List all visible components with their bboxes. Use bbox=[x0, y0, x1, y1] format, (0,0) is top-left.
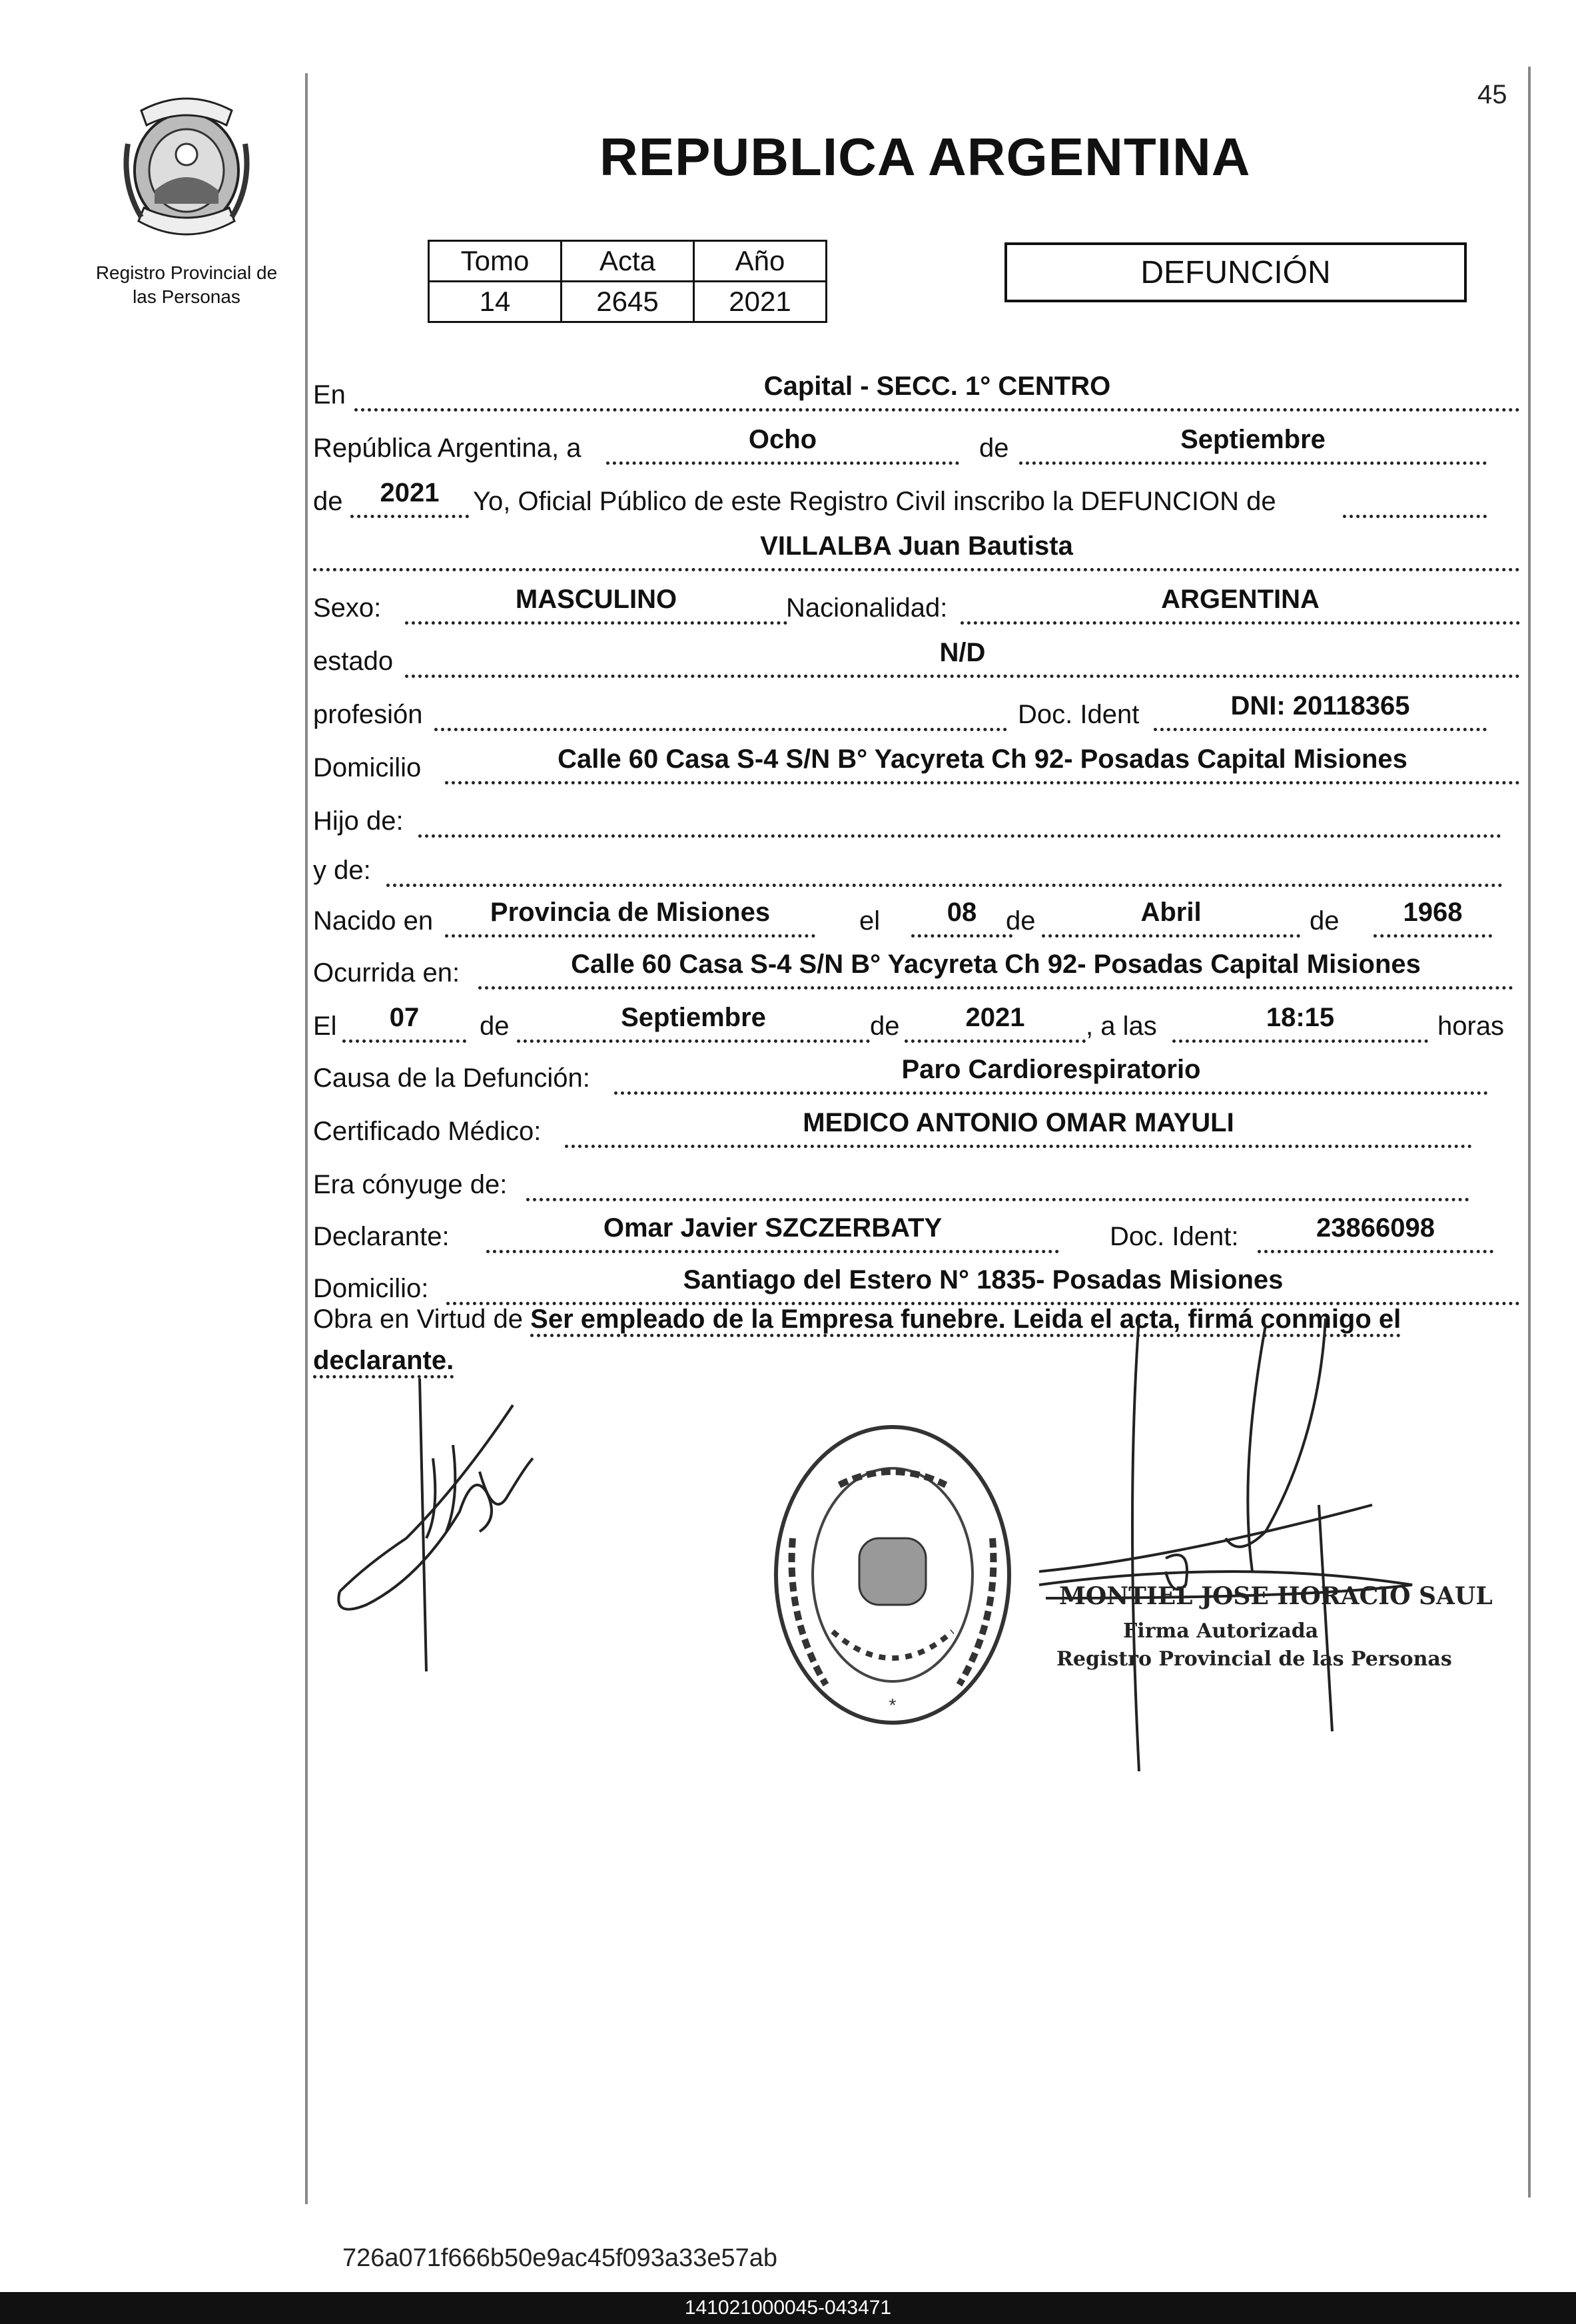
declarante-field bbox=[486, 1206, 1059, 1253]
province-seal-icon bbox=[115, 91, 258, 244]
official-office: Registro Provincial de las Personas bbox=[1056, 1647, 1452, 1671]
domicilio-label: Domicilio bbox=[313, 753, 422, 782]
row-sexo bbox=[313, 579, 1520, 629]
causa-label: Causa de la Defunción: bbox=[313, 1063, 590, 1093]
fallec-anio-field bbox=[905, 996, 1086, 1043]
domicilio2-label: Domicilio: bbox=[313, 1274, 429, 1303]
nombre-value: VILLALBA Juan Bautista bbox=[760, 531, 1073, 561]
page-title: REPUBLICA ARGENTINA bbox=[599, 127, 1251, 186]
nacido-anio-field bbox=[1374, 890, 1492, 938]
lugar-value: Capital - SECC. 1° CENTRO bbox=[763, 372, 1111, 401]
hora-value: 18:15 bbox=[1266, 1003, 1335, 1032]
row-ocurrida bbox=[313, 944, 1520, 994]
ocurrida-en-value: Calle 60 Casa S-4 S/N B° Yacyreta Ch 92- Posadas Capital Misiones bbox=[571, 950, 1421, 979]
a-las-label: , a las bbox=[1086, 1012, 1157, 1041]
row-anio bbox=[313, 473, 1520, 522]
row-fecha-defuncion bbox=[313, 998, 1520, 1047]
declarant-signature-icon bbox=[326, 1365, 546, 1671]
y-de-field bbox=[386, 840, 1503, 887]
de-label-3: de bbox=[1006, 906, 1036, 936]
estado-label: estado bbox=[313, 647, 394, 676]
profesion-label: profesión bbox=[313, 700, 423, 729]
lugar-field bbox=[354, 364, 1520, 412]
tomo-value: 14 bbox=[429, 282, 562, 322]
certificado-label: Certificado Médico: bbox=[313, 1117, 542, 1146]
official-role: Firma Autorizada bbox=[1123, 1619, 1319, 1643]
anio-field bbox=[350, 471, 469, 518]
causa-value: Paro Cardiorespiratorio bbox=[901, 1055, 1201, 1084]
row-lugar bbox=[313, 366, 1520, 416]
hijo-de-label: Hijo de: bbox=[313, 806, 404, 836]
mes-value: Septiembre bbox=[1180, 425, 1326, 454]
reference-table bbox=[428, 240, 827, 323]
row-fecha-acta bbox=[313, 420, 1520, 469]
fallec-dia-field bbox=[342, 996, 466, 1043]
nacido-en-label: Nacido en bbox=[313, 906, 434, 936]
row-hijo-de bbox=[313, 792, 1520, 842]
anio-value: 2021 bbox=[694, 282, 827, 322]
registry-name bbox=[80, 261, 293, 309]
el-label: El bbox=[313, 1012, 337, 1041]
estado-field bbox=[405, 631, 1520, 678]
svg-text:*: * bbox=[889, 1695, 897, 1715]
sexo-field bbox=[405, 577, 787, 625]
reference-header-row bbox=[429, 241, 827, 282]
declarante-label: Declarante: bbox=[313, 1222, 450, 1251]
tomo-header: Tomo bbox=[429, 241, 562, 282]
causa-field bbox=[614, 1047, 1488, 1095]
dia-field bbox=[606, 418, 959, 465]
sexo-label: Sexo: bbox=[313, 593, 382, 623]
nacido-mes-value: Abril bbox=[1140, 898, 1202, 927]
domicilio-field bbox=[445, 737, 1520, 784]
nacionalidad-label: Nacionalidad: bbox=[786, 593, 948, 623]
anio-header: Año bbox=[694, 241, 827, 282]
republica-label: República Argentina, a bbox=[313, 434, 582, 463]
obra-value: Ser empleado de la Empresa funebre. Leida el acta, firmá conmigo el declarante. bbox=[313, 1305, 1401, 1378]
right-margin-rule bbox=[1528, 67, 1531, 2197]
conyuge-label: Era cónyuge de: bbox=[313, 1170, 508, 1199]
domicilio-value: Calle 60 Casa S-4 S/N B° Yacyreta Ch 92- Posadas Capital Misiones bbox=[558, 744, 1407, 774]
row-y-de bbox=[313, 842, 1520, 891]
reference-value-row bbox=[429, 282, 827, 322]
nacido-anio-value: 1968 bbox=[1403, 898, 1463, 927]
conyuge-field bbox=[526, 1154, 1469, 1201]
nacido-en-field bbox=[445, 890, 815, 938]
certificado-field bbox=[565, 1101, 1472, 1148]
declarante-doc-field bbox=[1258, 1206, 1493, 1253]
document-hash: 726a071f666b50e9ac45f093a33e57ab bbox=[342, 2244, 777, 2272]
declarante-doc-value: 23866098 bbox=[1316, 1213, 1435, 1243]
acta-header: Acta bbox=[562, 241, 694, 282]
acta-value: 2645 bbox=[562, 282, 694, 322]
row-nacimiento bbox=[313, 892, 1520, 942]
el-label-nacido: el bbox=[859, 906, 881, 936]
de-label-6: de bbox=[870, 1012, 900, 1041]
yo-oficial-text: Yo, Oficial Público de este Registro Civil inscribo la DEFUNCION de bbox=[473, 487, 1276, 516]
fallec-dia-value: 07 bbox=[389, 1003, 420, 1032]
dia-value: Ocho bbox=[748, 425, 817, 454]
nombre-field bbox=[313, 524, 1520, 571]
de-label-2: de bbox=[313, 487, 343, 516]
fallec-mes-field bbox=[517, 996, 870, 1043]
footer-code-bar: 141021000045-043471 bbox=[0, 2292, 1576, 2324]
de-label-1: de bbox=[979, 434, 1009, 463]
fallec-anio-value: 2021 bbox=[965, 1003, 1025, 1032]
registry-name-line2: las Personas bbox=[133, 286, 240, 307]
declarante-value: Omar Javier SZCZERBATY bbox=[603, 1213, 943, 1243]
row-declarante bbox=[313, 1208, 1520, 1257]
obra-label: Obra en Virtud de bbox=[313, 1305, 524, 1334]
row-nombre bbox=[313, 526, 1520, 575]
nacido-dia-value: 08 bbox=[947, 898, 977, 927]
nacido-en-value: Provincia de Misiones bbox=[490, 898, 771, 927]
declarante-domicilio-value: Santiago del Estero N° 1835- Posadas Misiones bbox=[683, 1265, 1284, 1295]
y-de-label: y de: bbox=[313, 856, 371, 885]
doc-ident-field bbox=[1154, 684, 1487, 731]
nacionalidad-value: ARGENTINA bbox=[1161, 585, 1320, 614]
yo-oficial-trailing-field bbox=[1343, 471, 1487, 518]
page-number: 45 bbox=[1477, 80, 1507, 109]
row-domicilio bbox=[313, 739, 1520, 788]
hijo-de-field bbox=[418, 790, 1501, 838]
left-margin-rule bbox=[305, 73, 308, 2204]
de-label-5: de bbox=[480, 1012, 510, 1041]
official-signature-icon bbox=[1039, 1305, 1439, 1771]
de-label-4: de bbox=[1310, 906, 1340, 936]
doc-ident-label: Doc. Ident bbox=[1018, 700, 1140, 729]
row-causa bbox=[313, 1049, 1520, 1099]
nacionalidad-field bbox=[961, 577, 1520, 625]
ocurrida-en-label: Ocurrida en: bbox=[313, 958, 460, 988]
profesion-field bbox=[434, 684, 1007, 731]
row-profesion bbox=[313, 686, 1520, 735]
ocurrida-en-field bbox=[478, 942, 1513, 990]
registry-stamp-icon bbox=[766, 1418, 1019, 1731]
nacido-mes-field bbox=[1042, 890, 1300, 938]
doc-ident2-label: Doc. Ident: bbox=[1110, 1222, 1239, 1251]
estado-value: N/D bbox=[939, 638, 986, 667]
certificado-value: MEDICO ANTONIO OMAR MAYULI bbox=[803, 1108, 1234, 1137]
horas-label: horas bbox=[1437, 1012, 1505, 1041]
official-name: MONTIEL JOSE HORACIO SAUL bbox=[1059, 1582, 1493, 1610]
fallec-mes-value: Septiembre bbox=[621, 1003, 766, 1032]
row-certificado bbox=[313, 1103, 1520, 1152]
hora-field bbox=[1172, 996, 1428, 1043]
anio-value: 2021 bbox=[380, 478, 440, 507]
document-type-box: DEFUNCIÓN bbox=[1004, 242, 1467, 302]
registry-name-line1: Registro Provincial de bbox=[95, 262, 278, 283]
mes-field bbox=[1019, 418, 1487, 465]
row-estado bbox=[313, 633, 1520, 682]
sexo-value: MASCULINO bbox=[515, 585, 677, 614]
doc-ident-value: DNI: 20118365 bbox=[1230, 691, 1410, 721]
en-label: En bbox=[313, 380, 346, 410]
row-conyuge bbox=[313, 1156, 1520, 1205]
nacido-dia-field bbox=[911, 890, 1012, 938]
